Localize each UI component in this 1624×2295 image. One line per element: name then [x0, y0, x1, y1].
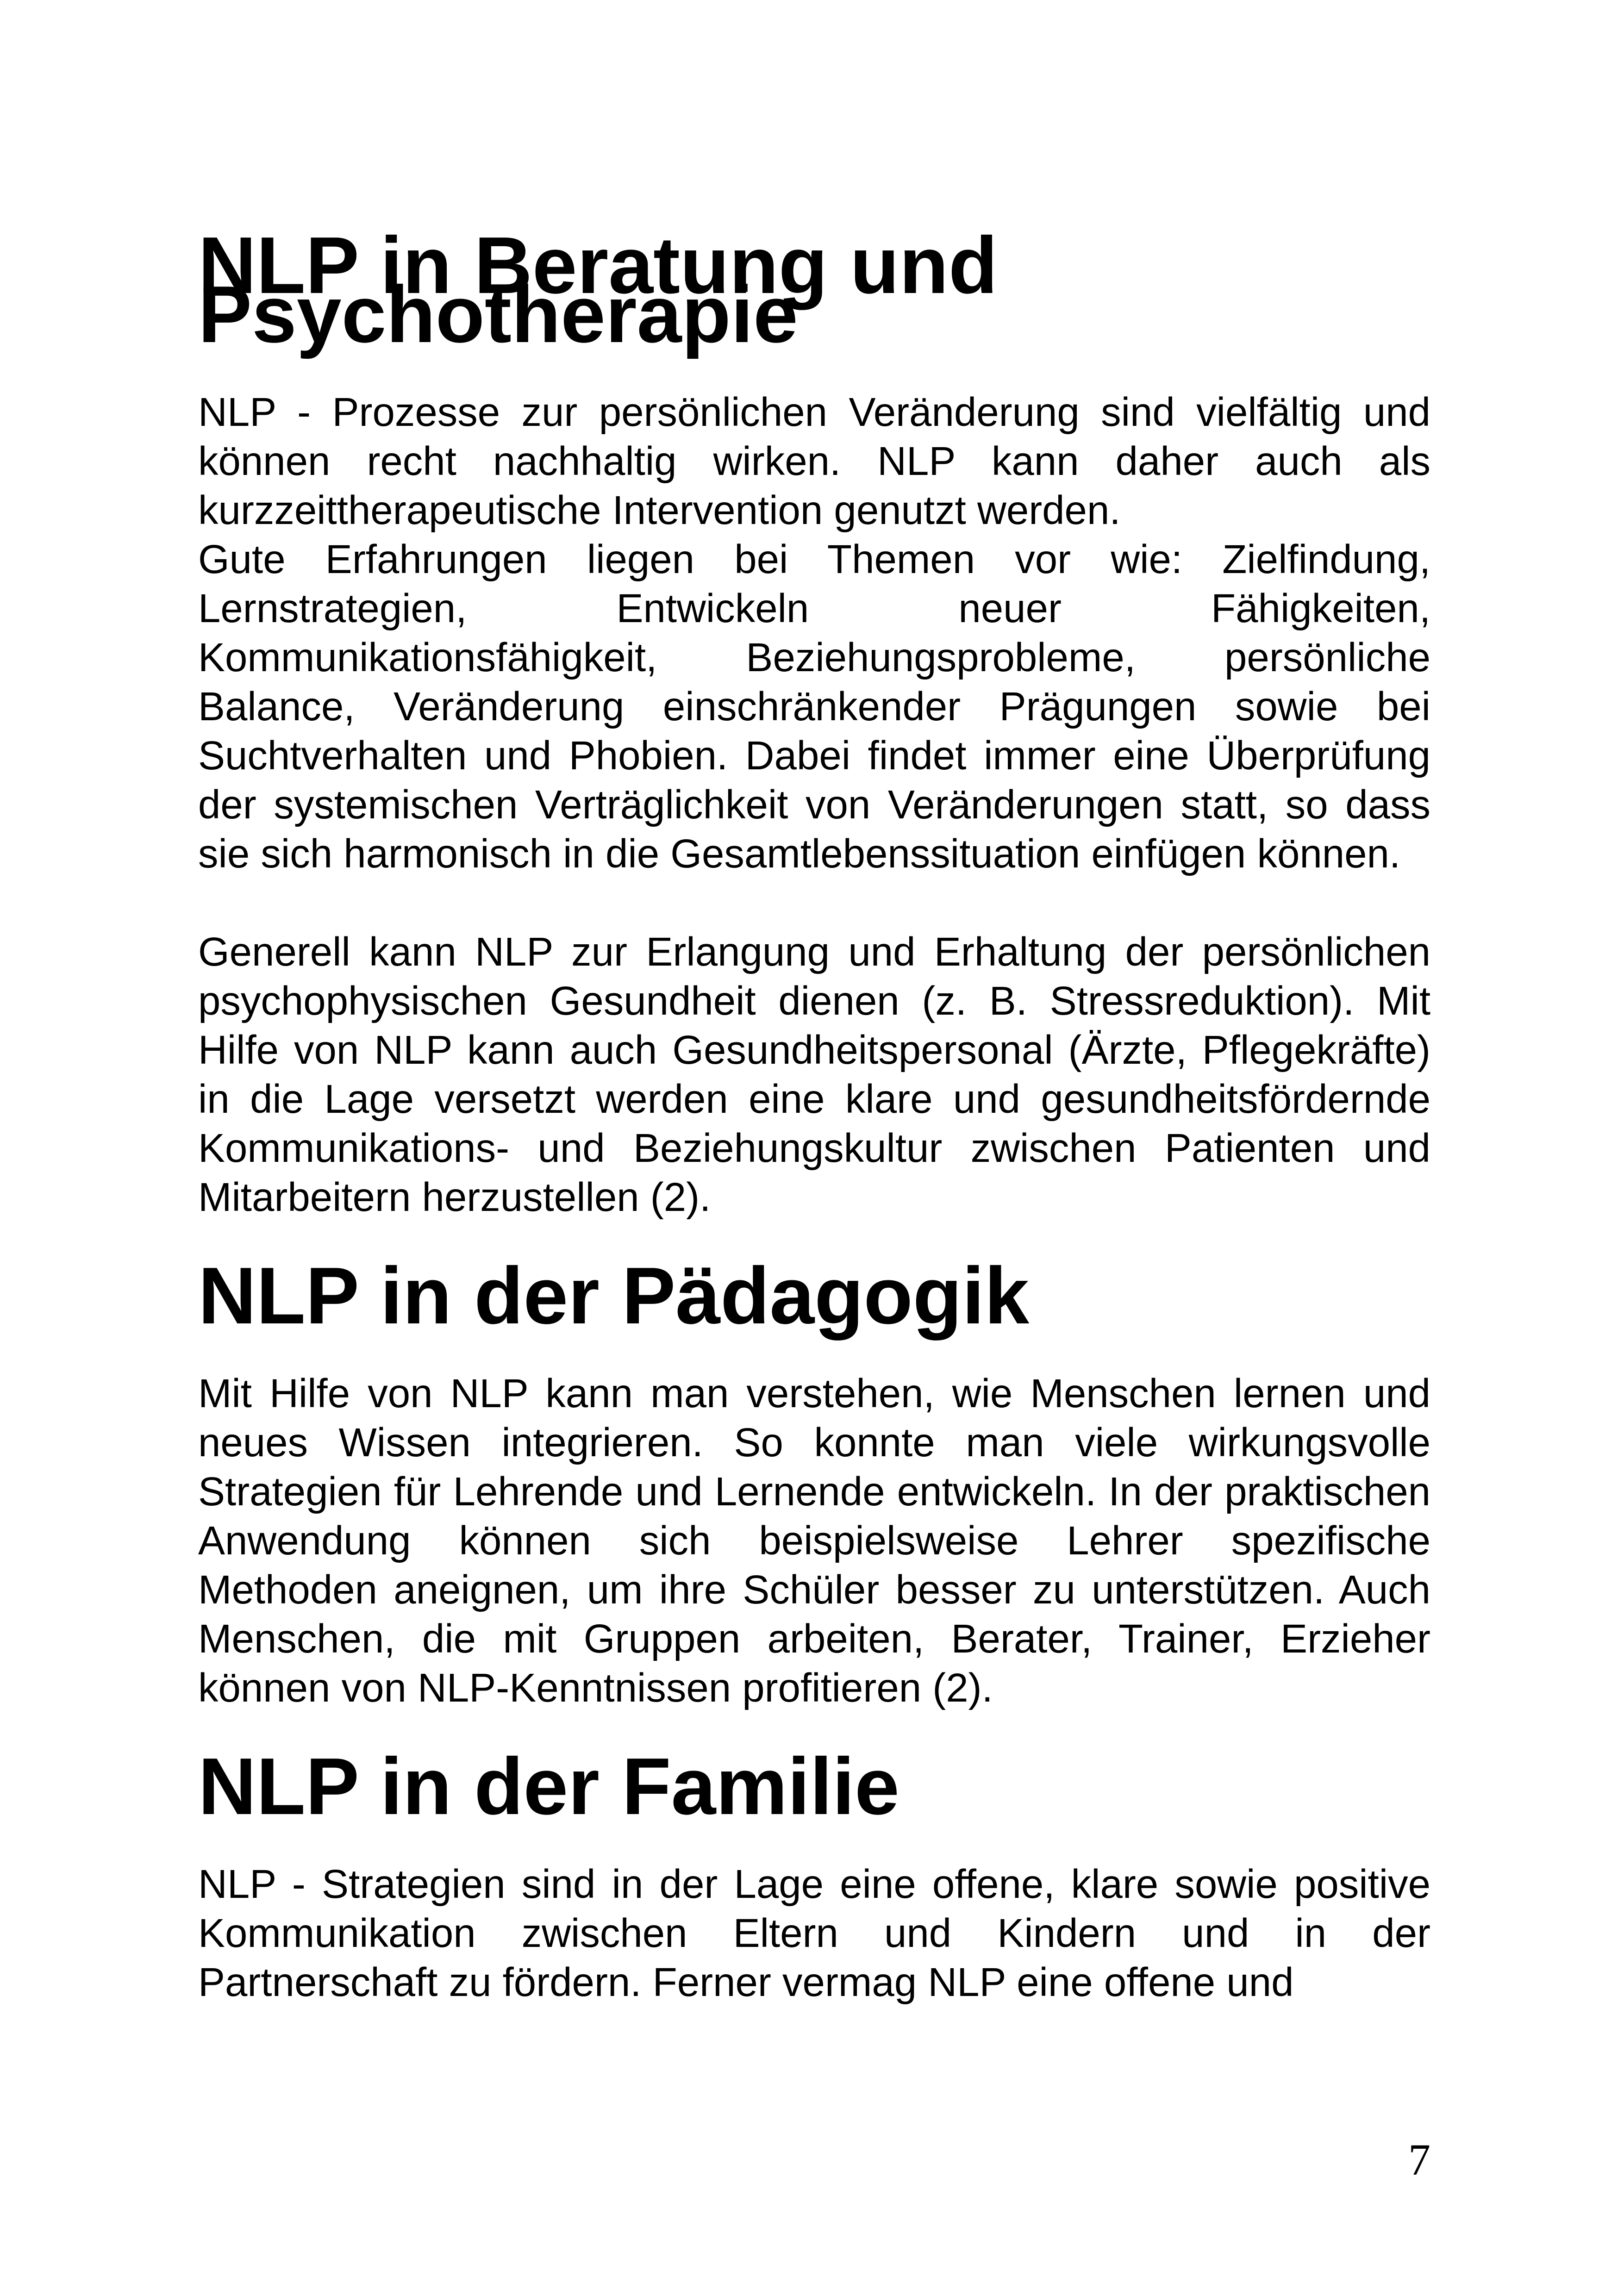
section-heading-familie: NLP in der Familie: [198, 1741, 899, 1831]
page-number: 7: [1408, 2135, 1430, 2184]
section-heading-beratung: NLP in Beratung und Psychotherapie: [198, 220, 998, 359]
paragraph-lernen: Mit Hilfe von NLP kann man verstehen, wie Menschen lernen und neues Wissen integrieren. So konnte man viele wirkungsvolle Strategien für Lehrende und Lernende entwickeln. In der praktischen Anwendung können sich beispielsweise Lehrer spezifische Methoden aneignen, um ihre Schüler besser zu unterstützen. Auch Menschen, die mit Gruppen arbeiten, Berater, Trainer, Erzieher können von NLP-Kenntnissen profitieren (2).: [198, 1371, 1430, 1710]
section-heading-paedagogik: NLP in der Pädagogik: [198, 1250, 1030, 1341]
paragraph-gesundheit: Generell kann NLP zur Erlangung und Erhaltung der persönlichen psychophysischen Gesundheit dienen (z. B. Stressreduktion). Mit Hilfe von NLP kann auch Gesundheitspersonal (Ärzte, Pflegekräfte) in die Lage versetzt werden eine klare und gesundheitsfördernde Kommunikations- und Beziehungskultur zwischen Patienten und Mitarbeitern herzustellen (2).: [198, 929, 1430, 1220]
paragraph-erfahrungen: Gute Erfahrungen liegen bei Themen vor wie: Zielfindung, Lernstrategien, Entwickeln neuer Fähigkeiten, Kommunikationsfähigkeit, Beziehungsprobleme, persönliche Balance, Veränderung einschränkender Prägungen sowie bei Suchtverhalten und Phobien. Dabei findet immer eine Überprüfung der systemischen Verträglichkeit von Veränderungen statt, so dass sie sich harmonisch in die Gesamtlebenssituation einfügen können.: [198, 537, 1430, 876]
document-page: [198, 220, 1430, 2007]
paragraph-prozesse: NLP - Prozesse zur persönlichen Veränderung sind vielfältig und können recht nachhaltig wirken. NLP kann daher auch als kurzzeittherapeutische Intervention genutzt werden.: [198, 390, 1430, 533]
spacer: [198, 879, 1430, 928]
paragraph-strategien: NLP - Strategien sind in der Lage eine offene, klare sowie positive Kommunikation zwischen Eltern und Kindern und in der Partnerschaft zu fördern. Ferner vermag NLP eine offene und: [198, 1862, 1430, 2005]
